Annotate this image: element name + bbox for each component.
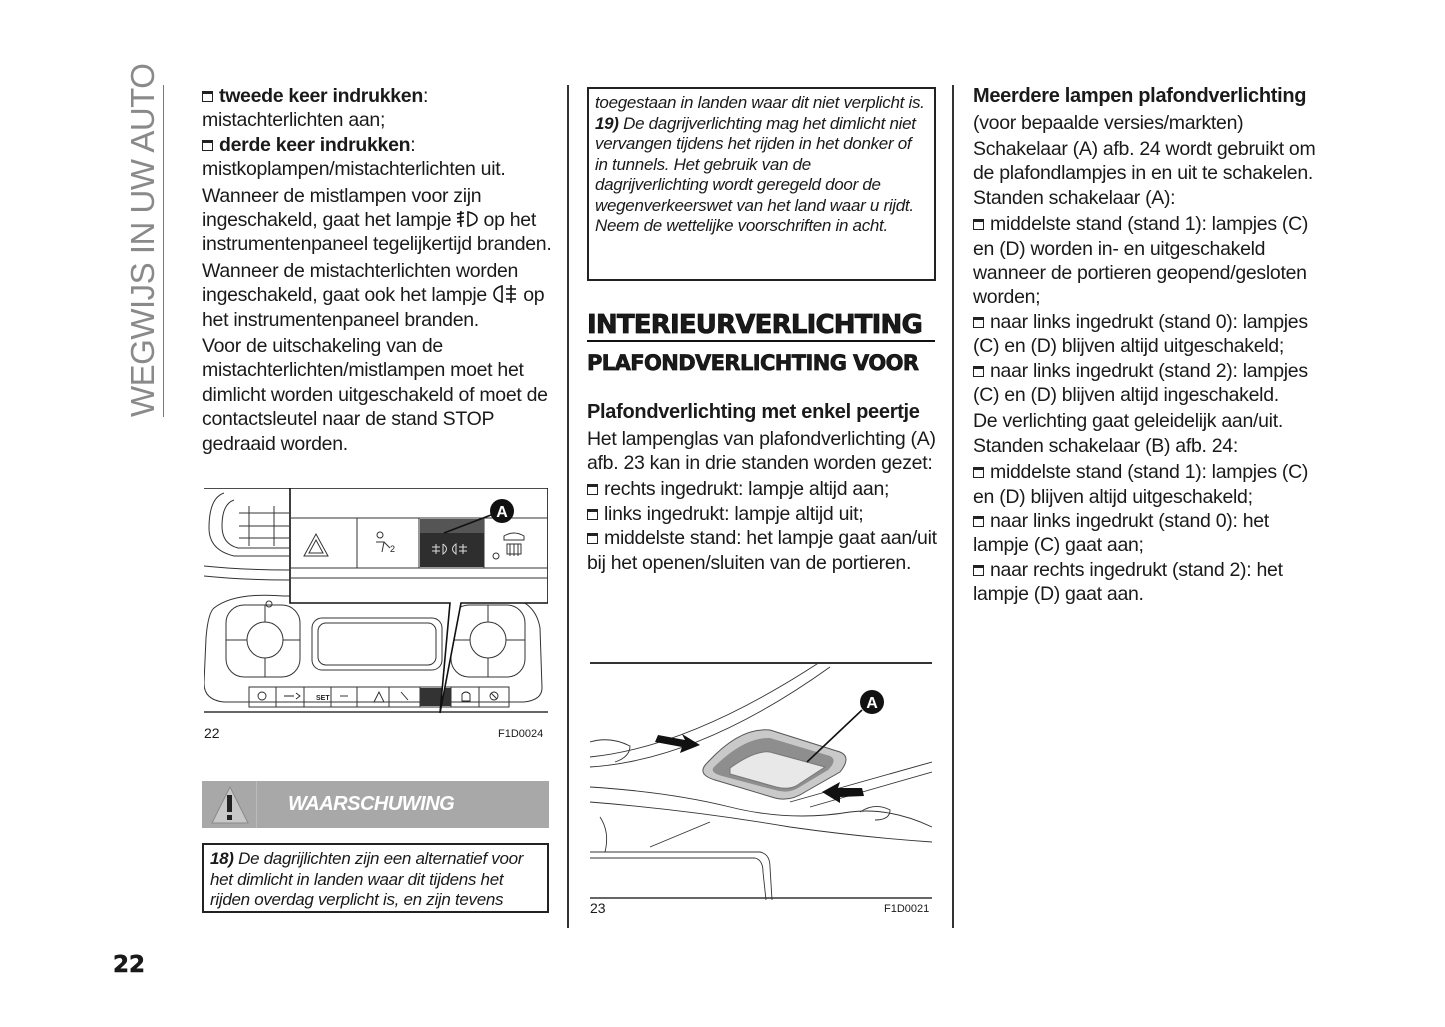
list-item [587, 477, 937, 501]
heading-plafondverlichting-voor: PLAFONDVERLICHTING VOOR [587, 351, 919, 375]
note-number: 18) [210, 849, 234, 868]
paragraph: Het lampenglas van plafondverlichting (A) afb. 23 kan in drie standen worden gezet: [587, 427, 936, 474]
list-item [587, 526, 937, 575]
paragraph [202, 259, 552, 332]
list-item-text: naar links ingedrukt (stand 0): lampjes (C) en (D) blijven altijd uitgeschakeld; [973, 310, 1308, 358]
bullet-icon [973, 317, 984, 328]
list-item-text: middelste stand (stand 1): lampjes (C) en (D) worden in- en uitgeschakeld wanneer de portieren geopend/gesloten worden; [973, 213, 1309, 309]
subheading: Plafondverlichting met enkel peertje [587, 401, 920, 423]
note-number: 19) [595, 113, 619, 133]
rear-fog-lamp-icon [492, 284, 518, 306]
svg-text:2: 2 [390, 544, 396, 554]
bullet-desc: mistachterlichten aan; [202, 109, 386, 132]
bullet-icon [587, 533, 598, 544]
front-fog-lamp-icon [456, 209, 478, 231]
list-item-text: naar links ingedrukt (stand 2): lampjes (C) en (D) blijven altijd ingeschakeld. [973, 359, 1308, 406]
warning-header [202, 781, 549, 828]
figure-number: 23 [590, 900, 606, 916]
set-label: SET [316, 695, 330, 702]
column-1 [202, 84, 552, 458]
bullet-label: derde keer indrukken [219, 133, 411, 156]
bullet-icon [587, 509, 598, 520]
figure-number: 22 [204, 725, 220, 741]
list-item-text: middelste stand (stand 1): lampjes (C) en (D) blijven altijd uitgeschakeld; [973, 461, 1309, 508]
subheading: Meerdere lampen plafondverlichting [973, 85, 1307, 107]
column-2-body [587, 400, 937, 575]
note-continuation: toegestaan in landen waar dit niet verplicht is. [595, 93, 925, 112]
bullet-icon [973, 366, 984, 377]
paragraph: De verlichting gaat geleidelijk aan/uit. Standen schakelaar (B) afb. 24: [973, 410, 1283, 457]
callout-a: A [866, 695, 878, 712]
paragraph: Schakelaar (A) afb. 24 wordt gebruikt om de plafondlampjes in en uit te schakelen. Standen schakelaar (A): [973, 137, 1316, 209]
heading-rule [587, 340, 935, 342]
side-tab-divider [163, 85, 164, 417]
bullet-icon [587, 484, 598, 495]
bullet-icon [973, 516, 984, 527]
warning-exclamation-icon [202, 781, 257, 828]
bullet-label: tweede keer indrukken [219, 85, 423, 107]
note-text: De dagrijlichten zijn een alternatief voor het dimlicht in landen waar dit tijdens het rijden overdag verplicht is, en zijn tevens [210, 849, 524, 909]
figure-code: F1D0024 [498, 728, 544, 740]
list-item [973, 558, 1318, 607]
bullet-desc: mistkoplampen/mistachterlichten uit. [202, 158, 506, 181]
warning-title: WAARSCHUWING [288, 793, 455, 815]
figure-22-illustration [204, 488, 548, 716]
text: op het instrumentenpaneel tegelijkertijd branden. [202, 209, 552, 256]
figure-23-illustration [590, 662, 932, 900]
list-item [973, 509, 1318, 558]
text: Wanneer de mistachterlichten worden ingeschakeld, gaat ook het lampje [202, 259, 519, 307]
paragraph [202, 184, 552, 257]
column-divider [952, 85, 954, 928]
bullet-icon [973, 565, 984, 576]
figure-code: F1D0021 [884, 903, 930, 915]
list-item-text: rechts ingedrukt: lampje altijd aan; [604, 478, 890, 501]
bullet-icon [202, 91, 213, 102]
heading-interieurverlichting: INTERIEURVERLICHTING [587, 310, 923, 340]
list-item-text: links ingedrukt: lampje altijd uit; [604, 502, 864, 525]
list-item [973, 212, 1318, 310]
text: Wanneer de mistlampen voor zijn ingeschakeld, gaat het lampje [202, 184, 482, 232]
callout-a: A [496, 504, 508, 521]
column-3 [973, 84, 1318, 607]
text: op het instrumentenpaneel branden. [202, 284, 545, 331]
subtitle: (voor bepaalde versies/markten) [973, 111, 1244, 134]
bullet-text: : [410, 133, 416, 156]
column-divider [567, 85, 569, 928]
list-item [973, 310, 1318, 359]
paragraph: Voor de uitschakeling van de mistachterlichten/mistlampen moet het dimlicht worden uitgeschakeld of moet de contactsleutel naar de stand STOP gedraaid worden. [202, 335, 548, 455]
list-item-text: middelste stand: het lampje gaat aan/uit bij het openen/sluiten van de portieren. [587, 527, 937, 574]
page-number: 22 [113, 952, 146, 978]
list-item [973, 460, 1318, 509]
bullet-icon [973, 219, 984, 230]
section-title: WEGWIJS IN UW AUTO [124, 63, 161, 417]
bullet-icon [202, 140, 213, 151]
list-item-text: naar rechts ingedrukt (stand 2): het lampje (D) gaat aan. [973, 558, 1283, 606]
list-item [587, 502, 937, 526]
bullet-icon [973, 467, 984, 478]
note-18 [202, 843, 549, 913]
section-side-tab [123, 63, 163, 417]
note-text: De dagrijverlichting mag het dimlicht niet vervangen tijdens het rijden in het donker of in tunnels. Het gebruik van de dagrijverlichting wordt geregeld door de wegenverkeerswet van het land waar u rijdt. Neem de wettelijke voorschriften in acht. [595, 113, 916, 235]
list-item-text: naar links ingedrukt (stand 0): het lampje (C) gaat aan; [973, 510, 1269, 557]
note-19-box [587, 87, 936, 281]
bullet-text: : [422, 85, 429, 107]
list-item [973, 359, 1318, 408]
